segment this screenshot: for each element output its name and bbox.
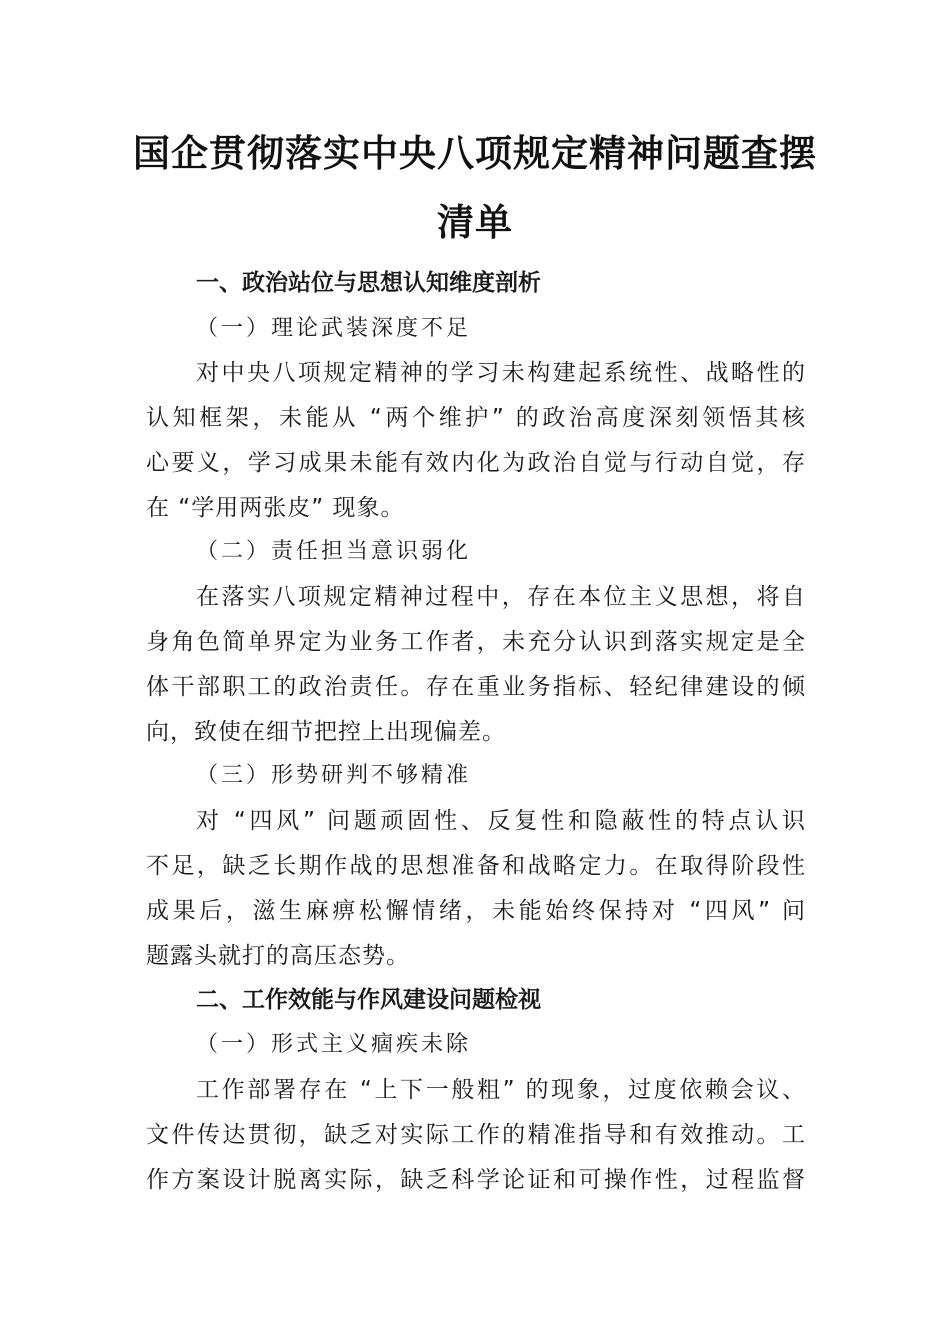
document-title-line-2: 清单 bbox=[437, 200, 513, 244]
paragraph-line: 体干部职工的政治责任。存在重业务指标、轻纪律建设的倾 bbox=[146, 674, 806, 700]
paragraph-line: 对中央八项规定精神的学习未构建起系统性、战略性的 bbox=[196, 360, 806, 386]
document-title-line-1: 国企贯彻落实中央八项规定精神问题查摆 bbox=[133, 131, 817, 175]
paragraph-line: 作方案设计脱离实际，缺乏科学论证和可操作性，过程监督 bbox=[146, 1167, 806, 1193]
paragraph-line: 在 “学用两张皮” 现象。 bbox=[146, 495, 405, 521]
paragraph-line: 对 “四风” 问题顽固性、反复性和隐蔽性的特点认识 bbox=[196, 808, 806, 834]
section-2-sub-1-heading: （一）形式主义痼疾未除 bbox=[196, 1032, 472, 1057]
section-2-heading: 二、工作效能与作风建设问题检视 bbox=[196, 987, 541, 1013]
paragraph-line: 题露头就打的高压态势。 bbox=[146, 943, 410, 969]
paragraph-line: 身角色简单界定为业务工作者，未充分认识到落实规定是全 bbox=[146, 629, 806, 655]
section-1-sub-2-heading: （二）责任担当意识弱化 bbox=[196, 539, 472, 564]
paragraph-line: 心要义，学习成果未能有效内化为政治自觉与行动自觉，存 bbox=[146, 450, 806, 476]
section-1-heading: 一、政治站位与思想认知维度剖析 bbox=[196, 270, 541, 296]
paragraph-line: 文件传达贯彻，缺乏对实际工作的精准指导和有效推动。工 bbox=[146, 1122, 806, 1148]
paragraph-line: 向，致使在细节把控上出现偏差。 bbox=[146, 719, 506, 745]
section-1-sub-3-heading: （三）形势研判不够精准 bbox=[196, 763, 472, 788]
paragraph-line: 成果后，滋生麻痹松懈情绪，未能始终保持对 “四风” 问 bbox=[146, 898, 806, 924]
paragraph-line: 不足，缺乏长期作战的思想准备和战略定力。在取得阶段性 bbox=[146, 853, 806, 879]
paragraph-line: 在落实八项规定精神过程中，存在本位主义思想，将自 bbox=[196, 584, 806, 610]
section-1-sub-1-heading: （一）理论武装深度不足 bbox=[196, 316, 472, 341]
paragraph-line: 工作部署存在 “上下一般粗” 的现象，过度依赖会议、 bbox=[196, 1077, 806, 1103]
paragraph-line: 认知框架，未能从 “两个维护” 的政治高度深刻领悟其核 bbox=[146, 405, 806, 431]
